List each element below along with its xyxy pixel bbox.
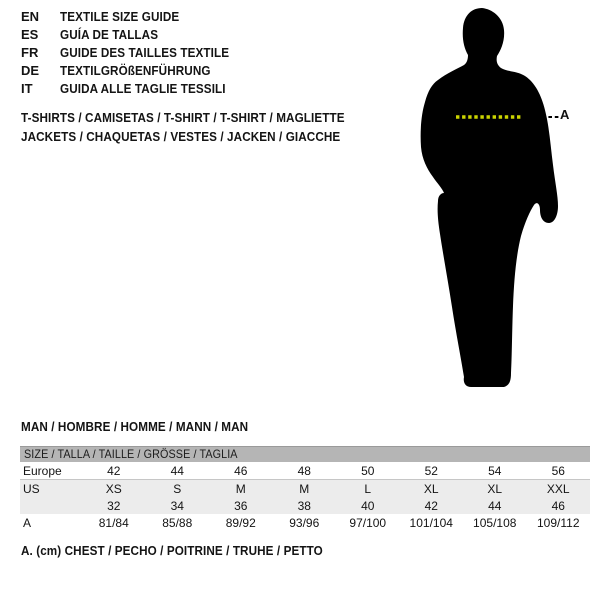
row-label — [20, 497, 82, 514]
cell: 89/92 — [225, 515, 256, 530]
cell: 44 — [463, 497, 527, 514]
language-code: FR — [21, 44, 39, 60]
cell: 40 — [336, 497, 400, 514]
cell: XL — [400, 480, 464, 498]
cell: 46 — [527, 497, 591, 514]
language-code: IT — [21, 80, 33, 96]
language-code: EN — [21, 8, 40, 24]
language-list — [21, 7, 248, 97]
cell: L — [336, 480, 400, 498]
category-jackets: JACKETS / CHAQUETAS / VESTES / JACKEN / GIACCHE — [21, 128, 341, 144]
guide-title: GUÍA DE TALLAS — [60, 26, 159, 42]
row-label: US — [20, 480, 82, 498]
cell: 50 — [361, 463, 375, 478]
cell: 42 — [400, 497, 464, 514]
cell: XXL — [527, 480, 591, 498]
cell: 54 — [488, 463, 502, 478]
cell: 44 — [170, 463, 184, 478]
table-row-us-numbers — [20, 497, 590, 514]
cell: 52 — [424, 463, 438, 478]
category-lines — [21, 109, 381, 146]
cell: 101/104 — [409, 515, 453, 530]
cell: 85/88 — [162, 515, 193, 530]
size-table-wrap — [20, 446, 590, 531]
man-silhouette — [421, 8, 558, 387]
cell: 36 — [209, 497, 273, 514]
cell: 46 — [234, 463, 248, 478]
language-row — [21, 25, 248, 43]
section-title-man: MAN / HOMBRE / HOMME / MANN / MAN — [21, 419, 249, 434]
cell: XL — [463, 480, 527, 498]
man-silhouette-svg — [400, 0, 600, 400]
guide-title: TEXTILGRÖßENFÜHRUNG — [60, 62, 211, 78]
cell: M — [209, 480, 273, 498]
guide-title: TEXTILE SIZE GUIDE — [60, 8, 180, 24]
cell: 81/84 — [98, 515, 129, 530]
guide-title: GUIDA ALLE TAGLIE TESSILI — [60, 80, 226, 96]
cell: M — [273, 480, 337, 498]
language-row — [21, 43, 248, 61]
language-row — [21, 61, 248, 79]
cell: 32 — [82, 497, 146, 514]
size-table-header: SIZE / TALLA / TAILLE / GRÖSSE / TAGLIA — [20, 446, 590, 462]
cell: S — [146, 480, 210, 498]
guide-title: GUIDE DES TAILLES TEXTILE — [60, 44, 230, 60]
cell: 38 — [273, 497, 337, 514]
row-label: A — [23, 515, 32, 530]
table-row-europe — [20, 462, 590, 480]
footnote-chest: A. (cm) CHEST / PECHO / POITRINE / TRUHE / PETTO — [21, 543, 323, 558]
table-row-us-letters — [20, 480, 590, 498]
cell: 105/108 — [473, 515, 517, 530]
figure-area — [400, 0, 600, 400]
language-code: DE — [21, 62, 40, 78]
table-row-chest-cm — [20, 514, 590, 531]
cell: 48 — [297, 463, 311, 478]
cell: 34 — [146, 497, 210, 514]
language-code: ES — [21, 26, 39, 42]
cell: 56 — [551, 463, 565, 478]
measurement-label-a: A — [560, 107, 570, 122]
cell: 109/112 — [537, 515, 580, 530]
cell: 97/100 — [349, 515, 387, 530]
cell: 42 — [107, 463, 121, 478]
cell: XS — [82, 480, 146, 498]
row-label: Europe — [23, 463, 62, 478]
category-tshirts: T-SHIRTS / CAMISETAS / T-SHIRT / T-SHIRT / MAGLIETTE — [21, 110, 345, 125]
cell: 93/96 — [289, 515, 320, 530]
language-row — [21, 79, 248, 97]
language-row — [21, 7, 248, 25]
size-table — [20, 462, 590, 531]
